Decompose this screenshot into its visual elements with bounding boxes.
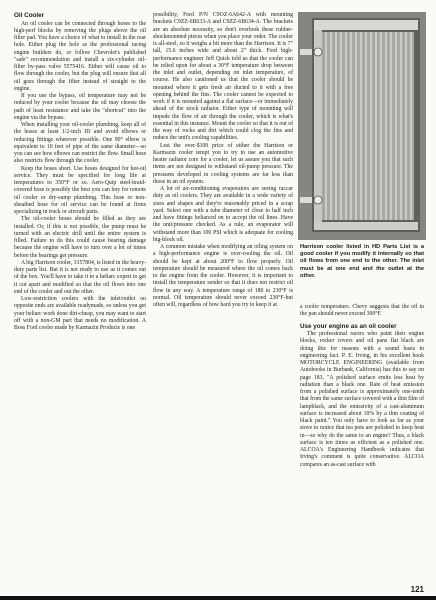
body-paragraph: A lot of air-conditioning evaporators are seeing raccar duty as oil coolers. They are available in a wide variety of sizes and shapes and they're reasonably priced in a scrap yard. Select one with a tube diameter of close to half inch and have fittings heliarced on to accept the oil lines. Have the unit/pressure checked. As a rule, an evaporator will withstand more than 100 PSI which is adequate for cooling big-block oil. xyxy=(153,186,293,243)
section-heading-engine-oil-cooler: Use your engine as an oil cooler xyxy=(300,322,397,330)
body-paragraph: An oil cooler can be connected through hoses to the high-perf blocks by removing the plugs above the oil filter pad. You have a choice of what to install in the rear hole. Either plug the hole as the professional racing engine builders do, or follow Chevrolet's published "safe" recommendation and install a six-cylinder oil-filter by-pass valve 5575416. Either will cause oil to flow through the cooler, but the plug will ensure that all oil goes through the filter instead of straight to the engine. xyxy=(14,20,146,92)
body-paragraph: Keep the hoses short. Use hoses designed for hot-oil service. They must be specified for long life at temperatures to 350°F or so. Aero-Quip steel-braid-covered hose is possibly the best you can buy for remote oil cooler or dry-sump plumbing. This hose or non-sheathed hose for oil service can be found at firms specializing in truck or aircraft parts. xyxy=(14,165,146,215)
body-paragraph: possibility, Ford P/N C9OZ-6A642-A with mounting brackets C9ZZ-6B633-A and C9ZZ-6B634-A. The brackets are an absolute necessity, so don't overlook these rubber-shockmounted pieces when you place your order. The cooler is all-steel, so it weighs a bit more than the Harrison. It is 7" tall, 15.6 inches wide and about 2" thick. Ford high-performance engineer Jeff Quick told us that the cooler can be relied upon for about a 30°F temperature drop between the inlet and outlet, depending on inlet temperature, of course. He also cautioned us that the cooler should be mounted where it gets fresh air ducted to it with a free opening behind the fins. The cooler cannot be expected to work if it is mounted against a flat surface—or immediately ahead of the stock radiator. Either type of mounting will impede the flow of air through the cooler, which is what's essential in this instance. Mount the cooler so that it is out of the way of rocks and dirt which could clog the fins and reduce the unit's cooling capabilities. xyxy=(153,12,293,142)
body-paragraph: Lest the over-$100 price of either the Harrison or Karmazin cooler tempt you to try to use an automotive heater radiator core for a cooler, let us assure you that such items are not designed to withstand oil-pump pressure. The pressures developed in cooling systems are far less than those in an oil system. xyxy=(153,142,293,185)
body-paragraph: The oil-cooler hoses should be filled as they are installed. Or, if this is not possible, the pump must be turned with an electric drill until the entire system is filled. Failure to do this could cause bearing damage because the engine will have to turn over a lot of times before the bearings get pressure. xyxy=(14,216,146,259)
oil-cooler-photo xyxy=(298,12,426,240)
middle-column xyxy=(153,12,293,309)
section-heading-oil-cooler: Oil Cooler xyxy=(14,12,45,19)
body-paragraph: If you use the bypass, oil temperature may not be reduced by your cooler because the oil may choose the path of least resistance and take the "shortcut" into the engine via the bypass. xyxy=(14,93,146,121)
photo-caption: Harrison cooler listed in HD Parts List is a good cooler if you modify it internally so that oil flows from one end to the other. The inlet must be at one end and the outlet at the other. xyxy=(300,244,424,279)
body-paragraph: When installing your oil-cooler plumbing, keep all of the hoses at least 1/2-inch ID and avoid elbows or reducing fittings wherever possible. One 90° elbow is equivalent to 10 feet of pipe of the same diameter—so you can see how elbows can restrict the flow. Small hose also restricts flow through the cooler. xyxy=(14,122,146,165)
body-paragraph: The professional racers who paint their engine blocks, rocker covers and oil pans flat black are doing this for reasons with a sound basis in engineering fact. P. E. Irving, in his excellent book MOTORCYCLE ENGINEERING (available from Autobooks in Burbank, California) has this to say on page 183, "A polished surface emits less heat by radiation than a black one. Rate of heat emission from a polished surface is approximately one-tenth that from the same surface covered with a thin film of lampblack, and the emissivity of a cast-aluminum surface is increased about 10% by a thin coating of black paint." You only have to look as far as your stove to notice that tea pots are polished to keep heat in—so why do the same to an engine? Thus, a black surface is ten times as efficient as a polished one. ALCOA's Engineering Handbook indicates that Irving's comment is quite conservative. ALCOA compares an as-cast surface with xyxy=(300,331,424,468)
body-paragraph: A common mistake when modifying an oiling system on a high-performance engine is over-cooling the oil. Oil should be kept at about 200°F to flow properly. Oil temperature should be measured where the oil comes back to the engine from the cooler. However, it is important to install the temperature sender so that it does not restrict oil flow in any way. A temperature range of 180 to 230°F is normal. Oil temperature should never exceed 230°F-but often will, regardless of how hard you try to keep it at xyxy=(153,244,293,308)
left-column xyxy=(14,12,146,332)
page-number: 121 xyxy=(410,585,424,594)
right-column xyxy=(300,304,424,469)
body-paragraph: A big Harrison cooler, 3157804, is listed in the heavy-duty parts list. But it is not ready to use as it comes out of the box. You'll have to take it to a heliarc expert to get it cut apart and modified so that the oil flows into one end of the cooler and out the other. xyxy=(14,259,146,295)
page-bottom-edge xyxy=(0,596,436,600)
body-paragraph: a cooler temperature. Chevy suggests that the oil in the pan should never exceed 300°F. xyxy=(300,304,424,318)
body-paragraph: Low-restriction coolers with the inlet/outlet on opposite ends are available readymade, so unless you get your heliarc work done dirt-cheap, you may want to start off with a non-GM part that needs no modification. A Boss Ford cooler made by Karmazin Products is one xyxy=(14,296,146,331)
